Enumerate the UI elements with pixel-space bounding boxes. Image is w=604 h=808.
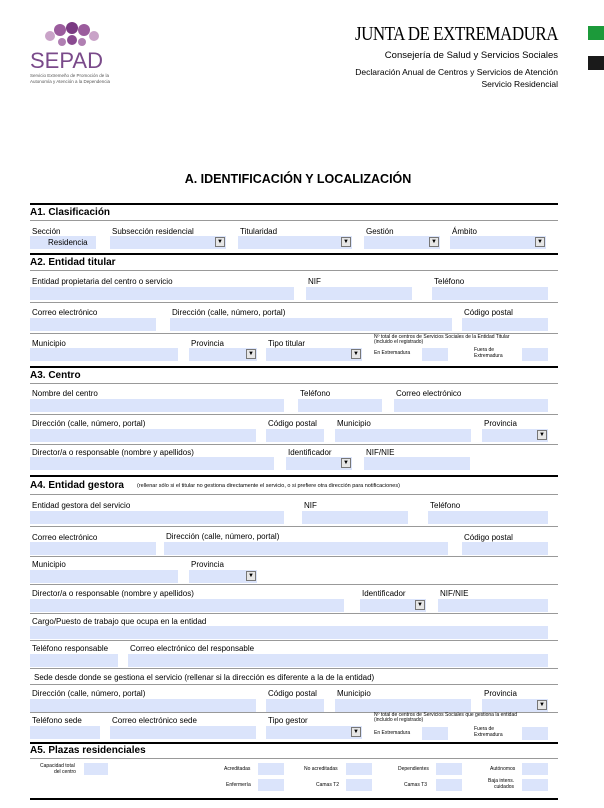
a3-provincia-select[interactable] (482, 429, 548, 442)
a4-correo-label: Correo electrónico (32, 533, 98, 542)
a5-dependientes-field[interactable] (436, 763, 462, 775)
a4-provincia-select[interactable] (189, 570, 257, 583)
titularidad-select[interactable] (238, 236, 352, 249)
a4-correo-sede-field[interactable] (110, 726, 256, 739)
a4-tipo-gestor-label: Tipo gestor (268, 716, 308, 725)
a4-direccion-field[interactable] (164, 542, 448, 555)
a2-telefono-field[interactable] (432, 287, 548, 300)
a3-identificador-select[interactable] (286, 457, 352, 470)
a1-ambito-label: Ámbito (452, 227, 477, 236)
a2-fuera-2: Extremadura (474, 353, 503, 359)
a1-gestion-label: Gestión (366, 227, 394, 236)
a2-nif-field[interactable] (306, 287, 412, 300)
a2-provincia-select[interactable] (189, 348, 257, 361)
a2-ntotal-1: Nº total de centros de Servicios Sociales de la Entidad Titular (374, 334, 510, 340)
a4-correo-sede-label: Correo electrónico sede (112, 716, 197, 725)
a2-cp-label: Código postal (464, 308, 513, 317)
logo-sub-2: Autonomía y Atención a la Dependencia (30, 79, 111, 84)
sepad-logo (30, 18, 125, 93)
a4-entidad-label: Entidad gestora del servicio (32, 501, 131, 510)
a3-title: A3. Centro (30, 370, 81, 381)
a5-baja-field[interactable] (522, 779, 548, 791)
a3-direccion-label: Dirección (calle, número, portal) (32, 419, 146, 428)
a4-correo-field[interactable] (30, 542, 156, 555)
a3-director-label: Director/a o responsable (nombre y apellidos) (32, 448, 194, 457)
a4-note: (rellenar sólo si el titular no gestiona directamente el servicio, o si prefiere otra dirección para notificaciones) (137, 483, 400, 489)
a4-tel-resp-field[interactable] (30, 654, 118, 667)
a4-tipo-gestor-select[interactable] (266, 726, 362, 739)
a2-entidad-field[interactable] (30, 287, 294, 300)
ambito-select[interactable] (450, 236, 546, 249)
a5-camas-t3-field[interactable] (436, 779, 462, 791)
a4-municipio-label: Municipio (32, 560, 66, 569)
doc-title-2: Servicio Residencial (481, 79, 558, 89)
a5-no-acreditadas-field[interactable] (346, 763, 372, 775)
a2-provincia-label: Provincia (191, 339, 224, 348)
org-name: JUNTA DE EXTREMADURA (354, 22, 558, 45)
doc-title-1: Declaración Anual de Centros y Servicios de Atención (355, 67, 558, 77)
a3-cp-label: Código postal (268, 419, 317, 428)
dept-name: Consejería de Salud y Servicios Sociales (384, 50, 558, 61)
a5-no-acreditadas: No acreditadas (304, 766, 338, 772)
a5-autonomos-field[interactable] (522, 763, 548, 775)
a5-acreditadas: Acreditadas (224, 766, 251, 772)
a4-telefono-field[interactable] (428, 511, 548, 524)
a4-tel-sede-label: Teléfono sede (32, 716, 82, 725)
a3-nombre-field[interactable] (30, 399, 284, 412)
a3-telefono-label: Teléfono (300, 389, 331, 398)
chevron-down-icon[interactable]: ▼ (415, 600, 425, 610)
chevron-down-icon[interactable]: ▼ (537, 700, 547, 710)
chevron-down-icon[interactable]: ▼ (351, 349, 361, 359)
chevron-down-icon[interactable]: ▼ (341, 458, 351, 468)
a5-enfermeria-field[interactable] (258, 779, 284, 791)
chevron-down-icon[interactable]: ▼ (341, 237, 351, 247)
a4-correo-resp-field[interactable] (128, 654, 548, 667)
a4-provincia-label: Provincia (191, 560, 224, 569)
chevron-down-icon[interactable]: ▼ (429, 237, 439, 247)
a4-ntotal-1: Nº total de centros de Servicios Sociales que gestiona la entidad (374, 712, 518, 718)
a4-en-ext-field[interactable] (422, 727, 448, 740)
a4-title: A4. Entidad gestora (30, 480, 124, 491)
a3-nombre-label: Nombre del centro (32, 389, 98, 398)
a2-telefono-label: Teléfono (434, 277, 465, 286)
a3-nif-label: NIF/NIE (366, 448, 395, 457)
a4-provincia2-select[interactable] (482, 699, 548, 712)
a2-municipio-field[interactable] (30, 348, 178, 361)
a2-en-ext: En Extremadura (374, 350, 411, 356)
a2-ntotal-2: (incluido el registrado) (374, 339, 424, 345)
a3-telefono-field[interactable] (298, 399, 382, 412)
a5-acreditadas-field[interactable] (258, 763, 284, 775)
a2-direccion-field[interactable] (170, 318, 452, 331)
a5-enfermeria: Enfermería (226, 782, 251, 788)
a2-tipo-select[interactable] (266, 348, 362, 361)
a4-identificador-label: Identificador (362, 589, 406, 598)
a4-nif-label: NIF (304, 501, 317, 510)
a3-correo-label: Correo electrónico (396, 389, 462, 398)
a2-correo-label: Correo electrónico (32, 308, 98, 317)
a4-ntotal-2: (incluido el registrado) (374, 717, 424, 723)
a3-identificador-label: Identificador (288, 448, 332, 457)
a4-nifnie-label: NIF/NIE (440, 589, 469, 598)
a5-capacidad-1: Capacidad total (40, 763, 75, 769)
a4-fuera-1: Fuera de (474, 726, 495, 732)
chevron-down-icon[interactable]: ▼ (535, 237, 545, 247)
a4-director-label: Director/a o responsable (nombre y apellidos) (32, 589, 194, 598)
a2-fuera-1: Fuera de (474, 347, 495, 353)
a4-provincia2-label: Provincia (484, 689, 517, 698)
a4-nif-field[interactable] (302, 511, 408, 524)
a4-municipio2-field[interactable] (335, 699, 471, 712)
a5-capacidad-2: del centro (54, 769, 76, 775)
a1-titularidad-label: Titularidad (240, 227, 278, 236)
chevron-down-icon[interactable]: ▼ (246, 349, 256, 359)
a5-autonomos: Autónomos (490, 766, 516, 772)
a5-baja-2: cuidados (494, 784, 515, 790)
a4-fuera-2: Extremadura (474, 732, 503, 738)
a2-title: A2. Entidad titular (30, 257, 116, 268)
a4-director-field[interactable] (30, 599, 344, 612)
a5-capacidad-field[interactable] (84, 763, 108, 775)
chevron-down-icon[interactable]: ▼ (246, 571, 256, 581)
logo-dots-icon (42, 18, 102, 48)
logo-text: SEPAD (30, 48, 103, 73)
black-marker (588, 56, 604, 70)
a5-baja-1: Baja intens. (488, 778, 515, 784)
a2-cp-field[interactable] (462, 318, 548, 331)
a4-cp2-label: Código postal (268, 689, 317, 698)
a2-en-ext-field[interactable] (422, 348, 448, 361)
a4-direccion-label: Dirección (calle, número, portal) (166, 532, 280, 541)
a4-cargo-label: Cargo/Puesto de trabajo que ocupa en la entidad (32, 617, 207, 626)
a3-municipio-field[interactable] (335, 429, 471, 442)
chevron-down-icon[interactable]: ▼ (351, 727, 361, 737)
a3-direccion-field[interactable] (30, 429, 256, 442)
a2-tipo-label: Tipo titular (268, 339, 306, 348)
a4-en-ext: En Extremadura (374, 730, 411, 736)
a4-correo-resp-label: Correo electrónico del responsable (130, 644, 255, 653)
a4-municipio-field[interactable] (30, 570, 178, 583)
a2-entidad-label: Entidad propietaria del centro o servicio (32, 277, 173, 286)
a5-dependientes: Dependientes (398, 766, 429, 772)
a4-cp-label: Código postal (464, 533, 513, 542)
subseccion-select[interactable] (110, 236, 226, 249)
a3-correo-field[interactable] (394, 399, 548, 412)
logo-sub-1: Servicio Extremeño de Promoción de la (30, 73, 110, 78)
a5-title: A5. Plazas residenciales (30, 745, 146, 756)
a4-direccion2-field[interactable] (30, 699, 256, 712)
a4-cargo-field[interactable] (30, 626, 548, 639)
a4-tel-sede-field[interactable] (30, 726, 100, 739)
a4-telefono-label: Teléfono (430, 501, 461, 510)
a3-municipio-label: Municipio (337, 419, 371, 428)
a5-camas-t3: Camas T3 (404, 782, 427, 788)
form-title: A. IDENTIFICACIÓN Y LOCALIZACIÓN (184, 172, 412, 186)
a1-seccion-label: Sección (32, 227, 61, 236)
a2-nif-label: NIF (308, 277, 321, 286)
chevron-down-icon[interactable]: ▼ (215, 237, 225, 247)
green-marker (588, 26, 604, 40)
a4-municipio2-label: Municipio (337, 689, 371, 698)
a5-camas-t2: Camas T2 (316, 782, 339, 788)
seccion-field[interactable]: Residencia (30, 236, 96, 249)
a2-fuera-field[interactable] (522, 348, 548, 361)
a3-cp-field[interactable] (266, 429, 324, 442)
a5-camas-t2-field[interactable] (346, 779, 372, 791)
a4-tel-resp-label: Teléfono responsable (32, 644, 109, 653)
chevron-down-icon[interactable]: ▼ (537, 430, 547, 440)
a2-municipio-label: Municipio (32, 339, 66, 348)
a1-subseccion-label: Subsección residencial (112, 227, 194, 236)
a3-provincia-label: Provincia (484, 419, 517, 428)
a4-identificador-select[interactable] (360, 599, 426, 612)
a4-fuera-field[interactable] (522, 727, 548, 740)
a1-title: A1. Clasificación (30, 207, 111, 218)
gestion-select[interactable] (364, 236, 440, 249)
a4-nifnie-field[interactable] (438, 599, 548, 612)
a4-cp-field[interactable] (462, 542, 548, 555)
a2-direccion-label: Dirección (calle, número, portal) (172, 308, 286, 317)
a4-sede-label: Sede desde donde se gestiona el servicio (rellenar si la dirección es diferente a la de la entidad) (34, 673, 375, 682)
a3-nif-field[interactable] (364, 457, 470, 470)
a4-entidad-field[interactable] (30, 511, 284, 524)
a4-direccion2-label: Dirección (calle, número, portal) (32, 689, 146, 698)
a2-correo-field[interactable] (30, 318, 156, 331)
a3-director-field[interactable] (30, 457, 274, 470)
a4-cp2-field[interactable] (266, 699, 324, 712)
